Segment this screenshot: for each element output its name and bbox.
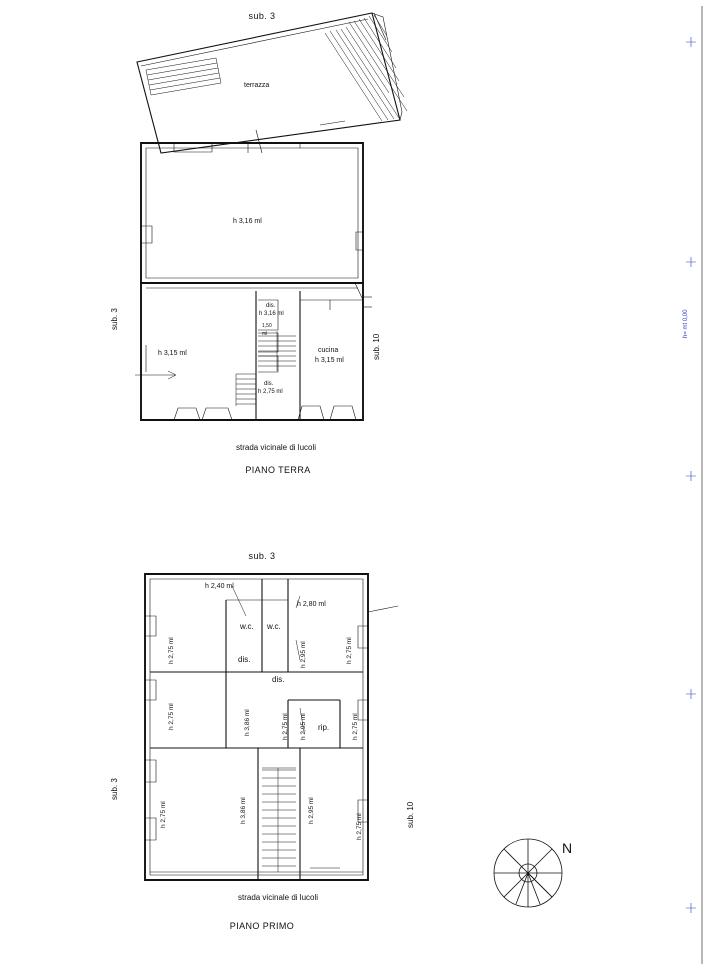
label-h275-dis: h 2,75 ml xyxy=(258,389,283,395)
label-terrazza: terrazza xyxy=(244,82,270,89)
label-h275-b: h 2,75 ml xyxy=(346,637,353,664)
label-dis-2: dis. xyxy=(272,675,285,684)
side-label-sub10-ground: sub. 10 xyxy=(372,333,381,360)
label-h386-a: h 3,86 ml xyxy=(244,709,251,736)
caption-piano-terra: PIANO TERRA xyxy=(245,465,311,475)
label-h275-c: h 2,75 ml xyxy=(168,703,175,730)
label-small-150: 1,50 xyxy=(262,323,272,329)
plan-ground-title: sub. 3 xyxy=(248,11,276,21)
label-h315-camera: h 3,15 ml xyxy=(158,350,187,357)
label-wc-2: w.c. xyxy=(267,622,281,631)
label-h316-dis: h 3,16 ml xyxy=(259,311,284,317)
label-wc-1: w.c. xyxy=(240,622,254,631)
label-h275-a: h 2,75 ml xyxy=(168,637,175,664)
label-dis-upper: dis. xyxy=(266,303,276,309)
side-label-sub3-first: sub. 3 xyxy=(110,778,119,800)
street-label-first: strada vicinale di lucoli xyxy=(237,893,319,902)
label-h275-f: h 2,75 ml xyxy=(160,801,167,828)
label-h295-c: h 2,95 ml xyxy=(308,797,315,824)
label-h316-soggiorno: h 3,16 ml xyxy=(233,218,262,225)
label-rip: rip. xyxy=(318,723,330,732)
side-label-sub3-ground: sub. 3 xyxy=(110,308,119,330)
label-h280: h 2,80 ml xyxy=(297,601,326,608)
label-small-ml: ml xyxy=(262,331,268,337)
caption-piano-primo: PIANO PRIMO xyxy=(229,921,295,931)
label-h295-a: h 2,95 ml xyxy=(300,641,307,668)
label-h386-b: h 3,86 ml xyxy=(240,797,247,824)
label-h275-d: h 2,75 ml xyxy=(282,713,289,740)
label-h275-e: h 2,75 ml xyxy=(352,713,359,740)
label-h275-g: h 2,75 ml xyxy=(356,813,363,840)
label-dis-lower: dis. xyxy=(264,381,274,387)
street-label-ground: strada vicinale di lucoli xyxy=(235,443,317,452)
label-dis-1: dis. xyxy=(238,655,251,664)
label-cucina: cucina xyxy=(318,347,339,354)
side-label-sub10-first: sub. 10 xyxy=(406,801,415,828)
plan-first-title: sub. 3 xyxy=(248,551,276,561)
margin-note: h= mt 0,00 xyxy=(683,309,689,338)
label-h240: h 2,40 ml xyxy=(205,583,234,590)
label-h315-cucina: h 3,15 ml xyxy=(315,357,344,364)
north-letter: N xyxy=(562,840,573,856)
label-h295-b: h 2,95 ml xyxy=(300,713,307,740)
